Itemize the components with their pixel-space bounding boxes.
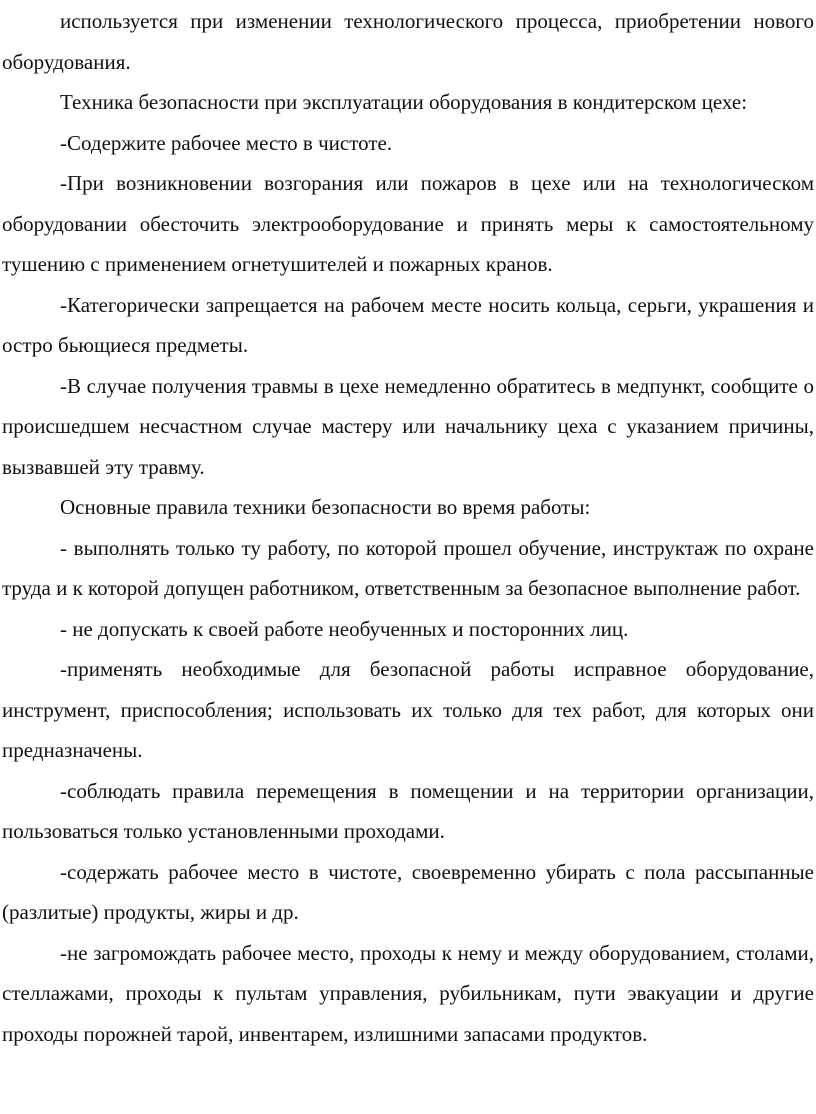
paragraph-rule-equipment: -применять необходимые для безопасной работы исправное оборудование, инструмент, приспособления; использовать их только для тех работ, для которых они предназначены. bbox=[2, 657, 814, 762]
paragraph-rule-no-clutter: -не загромождать рабочее место, проходы к нему и между оборудованием, столами, стеллажами, проходы к пультам управления, рубильникам, пути эвакуации и другие проходы порожней тарой, инвентарем, излишними запасами продуктов. bbox=[2, 940, 814, 1046]
paragraph-keep-clean: -Содержите рабочее место в чистоте. bbox=[60, 130, 393, 155]
document-page bbox=[2, 1, 814, 1054]
paragraph-rule-cleanliness: -содержать рабочее место в чистоте, своевременно убирать с пола рассыпанные (разлитые) продукты, жиры и др. bbox=[2, 859, 814, 924]
paragraph-rules-heading: Основные правила техники безопасности во время работы: bbox=[60, 495, 591, 519]
paragraph-rule-no-strangers: - не допускать к своей работе необученных и посторонних лиц. bbox=[60, 616, 629, 641]
paragraph-continuation: используется при изменении технологического процесса, приобретении нового оборудования. bbox=[2, 9, 814, 74]
paragraph-safety-heading: Техника безопасности при эксплуатации оборудования в кондитерском цехе: bbox=[60, 90, 748, 114]
paragraph-jewelry: -Категорически запрещается на рабочем месте носить кольца, серьги, украшения и остро бьющиеся предметы. bbox=[2, 292, 814, 357]
paragraph-rule-movement: -соблюдать правила перемещения в помещении и на территории организации, пользоваться только установленными проходами. bbox=[2, 778, 814, 843]
paragraph-fire: -При возникновении возгорания или пожаров в цехе или на технологическом оборудовании обесточить электрооборудование и принять меры к самостоятельному тушению с применением огнетушителей и пожарных кранов. bbox=[2, 171, 814, 276]
paragraph-rule-trained-work: - выполнять только ту работу, по которой прошел обучение, инструктаж по охране труда и к которой допущен работником, ответственным за безопасное выполнение работ. bbox=[2, 535, 814, 600]
paragraph-injury: -В случае получения травмы в цехе немедленно обратитесь в медпункт, сообщите о происшедшем несчастном случае мастеру или начальнику цеха с указанием причины, вызвавшей эту травму. bbox=[2, 373, 814, 479]
